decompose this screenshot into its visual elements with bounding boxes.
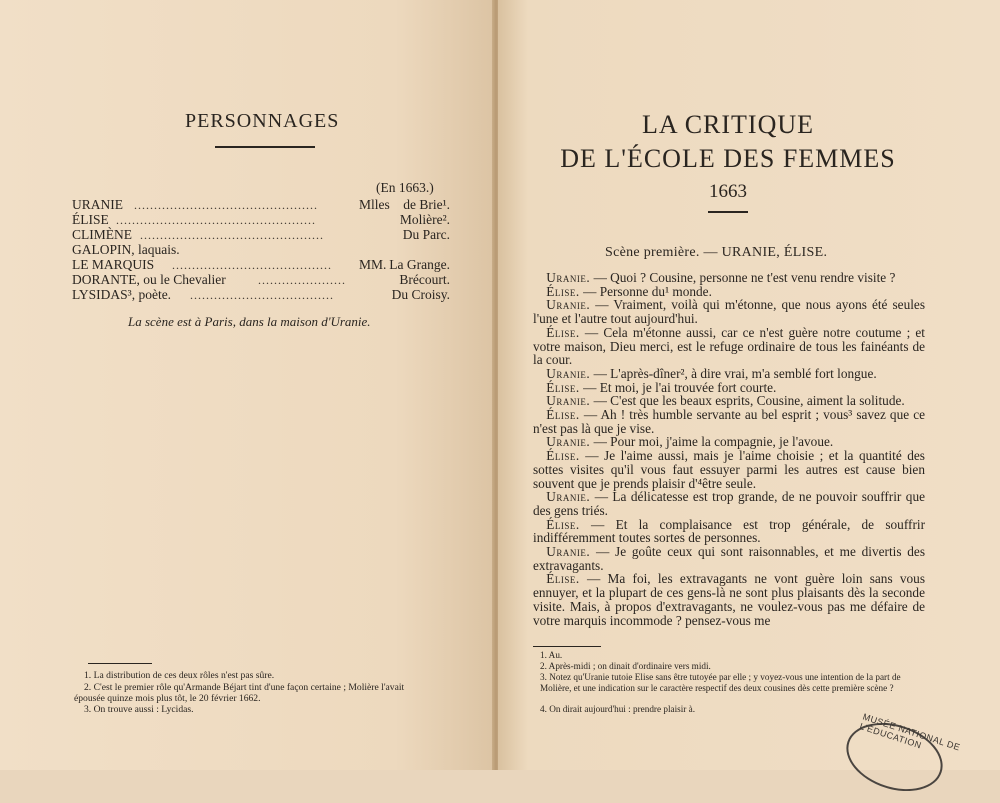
cast-row [72, 212, 452, 228]
footnote: 3. On trouve aussi : Lycidas. [84, 704, 194, 715]
speaker: Élise. [546, 324, 580, 340]
dot-leader: .............................................. [134, 198, 318, 212]
dialogue-line [533, 572, 925, 627]
dialogue-line [533, 326, 925, 367]
dialogue-line [533, 271, 925, 285]
role-name: GALOPIN, laquais. [72, 242, 180, 257]
cast-row [72, 227, 452, 243]
speaker: Élise. [546, 283, 580, 299]
cast-row [72, 242, 452, 258]
year-rule [708, 211, 748, 213]
scene-heading: Scène première. — URANIE, ÉLISE. [605, 245, 828, 260]
role-name: CLIMÈNE [72, 227, 132, 242]
dialogue-line [533, 285, 925, 299]
speech: — Et moi, je l'ai trouvée fort courte. [583, 379, 777, 395]
speech: — C'est que les beaux esprits, Cousine, aiment la solitude. [593, 393, 905, 409]
title-rule [215, 146, 315, 148]
dialogue-line [533, 381, 925, 395]
role-name: ÉLISE [72, 212, 109, 227]
speaker: Uranie. [546, 434, 591, 450]
dialogue-line [533, 367, 925, 381]
speaker: Uranie. [546, 365, 591, 381]
footnote: 4. On dirait aujourd'hui : prendre plaisir à. [540, 704, 695, 714]
footnote: 2. C'est le premier rôle qu'Armande Béjart tint d'une façon certaine ; Molière l'avait [84, 682, 405, 693]
speech: — Et la complaisance est trop générale, de souffrir indifféremment toutes sortes de personnes. [533, 516, 925, 546]
actor-name: Du Parc. [402, 227, 450, 242]
speech: — Quoi ? Cousine, personne ne t'est venu rendre visite ? [593, 270, 896, 285]
play-year: 1663 [709, 181, 747, 202]
dialogue-line [533, 394, 925, 408]
dot-leader: ........................................ [172, 258, 332, 272]
dialogue-line [533, 545, 925, 572]
speaker: Élise. [546, 448, 580, 464]
footnote: 3. Notez qu'Uranie tutoie Elise sans être tutoyée par elle ; y voyez-vous une intention de la part de Molière, et une indication sur le caractère respectif des deux cousines dès cette première scène ? [540, 672, 901, 693]
speaker: Uranie. [546, 393, 591, 409]
role-name: URANIE [72, 197, 123, 212]
scene-location-note: La scène est à Paris, dans la maison d'Uranie. [128, 314, 371, 329]
footnote: 1. La distribution de ces deux rôles n'est pas sûre. [84, 670, 275, 681]
dialogue-line [533, 408, 925, 435]
speaker: Uranie. [546, 297, 591, 313]
speech: — L'après-dîner², à dire vrai, m'a semblé fort longue. [593, 365, 877, 381]
dialogue-line [533, 518, 925, 545]
dot-leader: .................................................. [116, 213, 316, 227]
cast-row [72, 197, 452, 213]
role-name: LYSIDAS³, poète. [72, 287, 172, 302]
left-page [0, 0, 494, 770]
speech: — La délicatesse est trop grande, de ne pouvoir souffrir que des gens triés. [533, 489, 925, 518]
dialogue-line [533, 298, 925, 325]
dot-leader: .............................................. [140, 228, 324, 242]
role-name: LE MARQUIS [72, 257, 155, 272]
actor-prefix: MM. [359, 257, 387, 272]
cast-row [72, 287, 452, 303]
era-note: (En 1663.) [376, 180, 434, 195]
speech: — Ma foi, les extravagants ne vont guère loin sans vous ennuyer, et la plupart de ces gens-là ne sont plus plaisants dès la seconde visite. Mais, à propos d'extravagants, ne voulez-vous pas me défaire de votre marquis incommode ? pensez-vous me [533, 571, 925, 628]
speech: — Ah ! très humble servante au bel esprit ; vous³ savez que ce n'est pas là que je vise. [533, 407, 925, 436]
footnote-rule [88, 663, 152, 664]
speech: — Je goûte ceux qui sont raisonnables, et me divertis des extravagants. [533, 544, 925, 573]
dialogue-line [533, 490, 925, 517]
speech: — Je l'aime aussi, mais je l'aime choisie ; et la quantité des sottes visites qu'il vous faut essuyer parmi les autres est cause bien souvent que je prends plaisir d'⁴être seule. [533, 448, 925, 491]
speaker: Élise. [546, 407, 580, 423]
actor-prefix: Mlles [359, 197, 390, 212]
speaker: Uranie. [546, 489, 591, 505]
speaker: Uranie. [546, 270, 591, 285]
speaker: Élise. [546, 571, 580, 587]
speech: — Personne du¹ monde. [583, 283, 712, 299]
dot-leader: ...................... [258, 273, 346, 287]
dialogue-line [533, 449, 925, 490]
dialogue-line [533, 435, 925, 449]
actor-name: de Brie¹. [403, 197, 450, 212]
speech: — Cela m'étonne aussi, car ce n'est guère notre coutume ; et votre maison, Dieu merci, est le refuge ordinaire de tous les fainéants de la cour. [533, 324, 926, 368]
footnote: 1. Au. [540, 650, 563, 660]
dialogue-block [533, 271, 925, 627]
stamp-text: MUSÉE NATIONAL DE L'ÉDUCATION [858, 711, 962, 753]
speaker: Élise. [546, 516, 580, 532]
cast-row [72, 272, 452, 288]
actor-name: Du Croisy. [391, 287, 450, 302]
dot-leader: .................................... [190, 288, 334, 302]
speech: — Pour moi, j'aime la compagnie, je l'avoue. [593, 434, 834, 450]
cast-row [72, 257, 452, 273]
speaker: Uranie. [546, 544, 591, 560]
footnote: épousée quinze mois plus tôt, le 20 février 1662. [74, 693, 261, 704]
footnote-rule [533, 646, 601, 647]
speaker: Élise. [546, 379, 580, 395]
actor-name: Molière². [399, 212, 450, 227]
play-title-line1: LA CRITIQUE [641, 110, 815, 139]
speech: — Vraiment, voilà qui m'étonne, que nous ayons été seules l'une et l'autre tout aujourd'hui. [533, 297, 925, 327]
play-title-line2: DE L'ÉCOLE DES FEMMES [560, 144, 896, 173]
actor-name: La Grange. [389, 257, 450, 272]
personnages-title: PERSONNAGES [185, 110, 340, 132]
actor-name: Brécourt. [399, 272, 450, 287]
footnote: 2. Après-midi ; on dinait d'ordinaire vers midi. [540, 661, 711, 671]
role-name: DORANTE, ou le Chevalier [72, 272, 226, 287]
